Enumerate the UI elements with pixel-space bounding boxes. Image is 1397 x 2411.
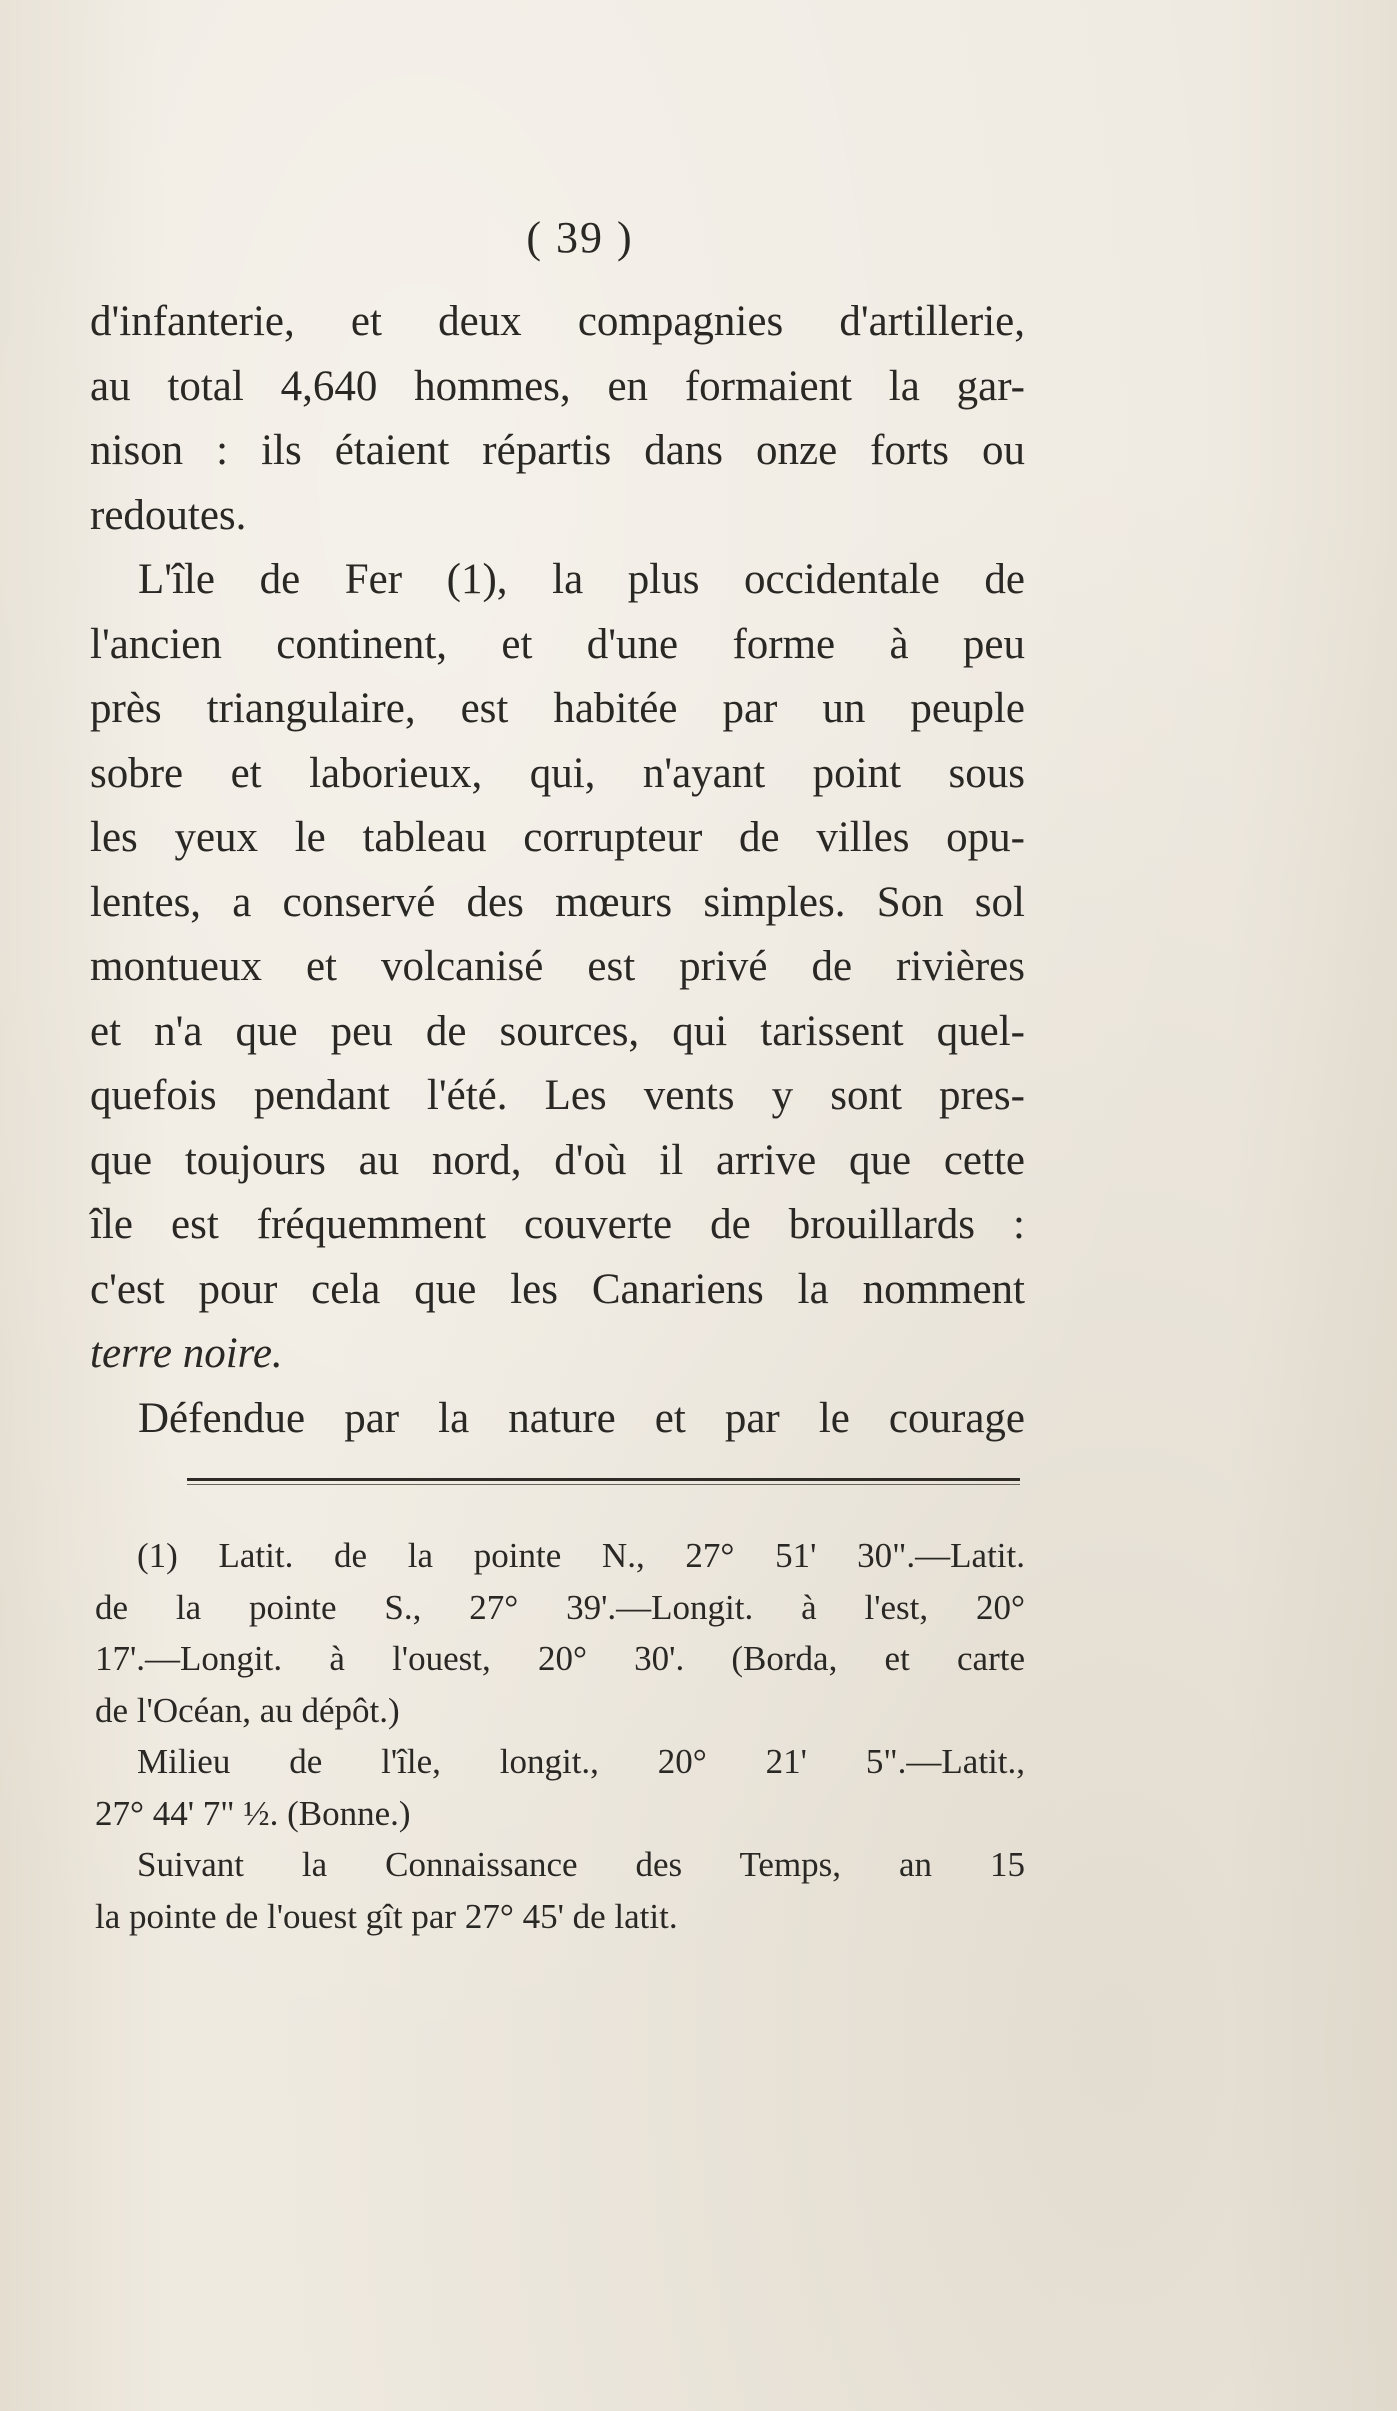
body-line-5: L'île de Fer (1), la plus occidentale de <box>138 556 1025 603</box>
body-line-10: lentes, a conservé des mœurs simples. Son sol <box>90 878 1025 926</box>
body-line-15: île est fréquemment couverte de brouillards : <box>90 1201 1025 1248</box>
footnote-rule <box>187 1478 1020 1481</box>
footnote-rule-thin <box>187 1484 1020 1485</box>
body-line-3: nison : ils étaient répartis dans onze forts ou <box>90 427 1025 474</box>
page-number: ( 39 ) <box>526 213 634 262</box>
body-line-2: au total 4,640 hommes, en formaient la gar- <box>90 362 1025 410</box>
body-line-1: d'infanterie, et deux compagnies d'artillerie, <box>90 298 1025 345</box>
body-line-9: les yeux le tableau corrupteur de villes opu- <box>90 814 1025 861</box>
footnote-line-6: 27° 44' 7" ½. (Bonne.) <box>95 1793 411 1833</box>
body-line-13: quefois pendant l'été. Les vents y sont pres- <box>90 1072 1025 1119</box>
footnote-line-2: de la pointe S., 27° 39'.—Longit. à l'est, 20° <box>95 1587 1025 1627</box>
body-line-4: redoutes. <box>90 491 247 539</box>
body-line-6: l'ancien continent, et d'une forme à peu <box>90 620 1025 668</box>
footnote-line-4: de l'Océan, au dépôt.) <box>95 1690 400 1730</box>
body-line-7: près triangulaire, est habitée par un peuple <box>90 685 1025 732</box>
footnote-line-8: la pointe de l'ouest gît par 27° 45' de latit. <box>95 1896 678 1936</box>
footnote-line-3: 17'.—Longit. à l'ouest, 20° 30'. (Borda, et carte <box>95 1639 1025 1678</box>
footnote-line-7: Suivant la Connaissance des Temps, an 15 <box>137 1845 1025 1884</box>
footnote-line-5: Milieu de l'île, longit., 20° 21' 5".—Latit., <box>137 1742 1025 1781</box>
main-text <box>90 290 1025 1451</box>
body-line-8: sobre et laborieux, qui, n'ayant point sous <box>90 749 1025 797</box>
body-line-12: et n'a que peu de sources, qui tarissent quel- <box>90 1007 1025 1055</box>
footnotes <box>95 1530 1025 1942</box>
body-line-17: terre noire. <box>90 1330 283 1377</box>
body-line-14: que toujours au nord, d'où il arrive que cette <box>90 1136 1025 1184</box>
footnote-line-1: (1) Latit. de la pointe N., 27° 51' 30".—Latit. <box>137 1536 1025 1575</box>
body-line-18: Défendue par la nature et par le courage <box>138 1394 1025 1442</box>
body-line-16: c'est pour cela que les Canariens la nomment <box>90 1265 1025 1313</box>
body-line-11: montueux et volcanisé est privé de rivières <box>90 943 1025 990</box>
